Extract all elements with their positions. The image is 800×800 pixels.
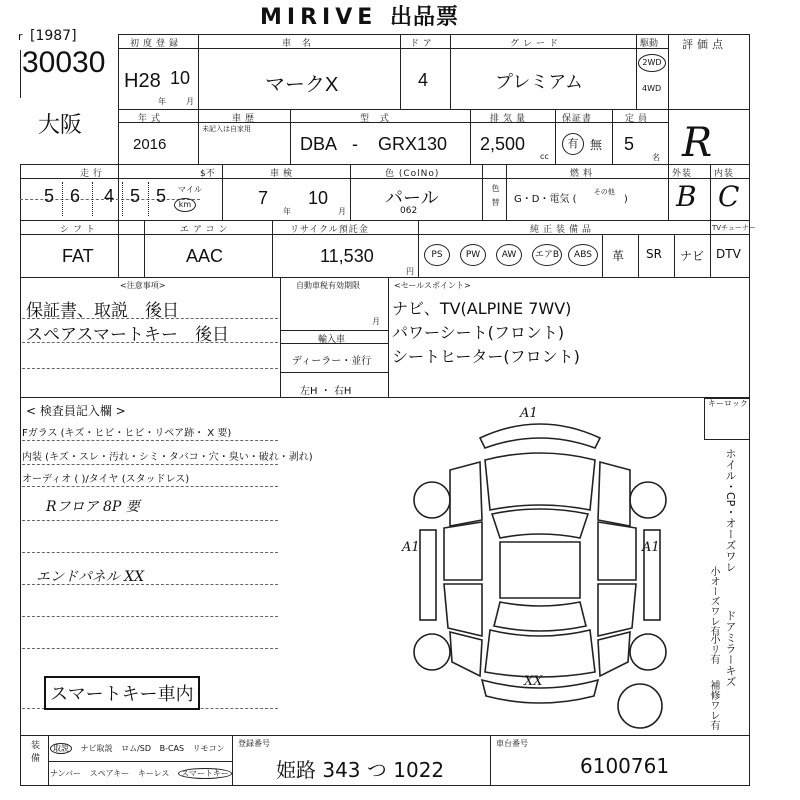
left-step [420,530,436,620]
recycle-value: 11,530 [320,246,374,266]
left-front-door [444,522,482,580]
footer-item: ナンバー [50,769,82,778]
side-text-2: ドアミラーキズ [724,610,737,687]
fuel-close: ) [623,194,628,205]
label-warranty: 保証書 [562,114,593,124]
door-count: 4 [418,70,429,90]
mileage-digit: 4 [104,186,115,206]
right-rear-fender [598,632,630,676]
mileage-digit: 5 [156,186,167,206]
label-grade: グレード [510,39,563,49]
interior-line: 内装 (キズ・スレ・汚れ・シミ・タバコ・穴・臭い・破れ・剥れ) [22,452,313,463]
type-dash: - [352,134,358,154]
color-number: 062 [400,206,418,216]
mark-left: A1 [402,540,420,555]
footer-item: リモコン [192,744,225,753]
mile-unit: マイル [178,185,202,194]
label-equipment: 純正装備品 [530,225,596,235]
document-title [260,0,459,31]
footer-item: ナビ取説 [80,744,113,753]
roof [500,542,580,598]
person-unit: 名 [652,153,660,162]
reg-month: 10 [170,68,191,88]
vehicle-tax-label: 自動車税有効期限 [296,281,360,290]
label-recycle: リサイクル預託金 [290,225,369,235]
title-suffix: 出品票 [389,5,459,30]
km-unit: km [174,198,196,212]
tax-month-unit: 月 [372,317,380,326]
equip-abs: ABS [568,244,598,266]
inspector-label: < 検査員記入欄 > [26,404,126,418]
history-note: 未記入は自家用 [202,125,251,133]
shift-value: FAT [62,246,94,266]
rear-left-wheel [414,634,450,670]
label-drive: 駆動 [640,39,659,49]
label-first-reg: 初度登録 [130,39,183,49]
footer-chassis-label: 車台番号 [496,739,528,748]
label-tuner: TVチューナー [712,224,756,232]
dealer-label: ディーラー・並行 [292,356,372,367]
mark-front: A1 [520,406,538,421]
location: 大阪 [38,113,83,138]
label-door: ドア [410,39,436,49]
label-capacity: 定員 [625,114,652,124]
ac-value: AAC [186,246,224,266]
footer-equip-label: 装備 [29,740,39,766]
side-small-1: 小オーズワレ有 [708,566,719,636]
windshield-line: Fガラス (キズ・ヒビ・ヒビ・リペア跡・ X 要) [22,428,232,439]
equip-dtv: DTV [716,247,741,261]
label-model-year: 年式 [138,114,165,124]
exterior-grade: B [676,180,697,213]
grade-name: プレミアム [495,72,584,92]
ref-number: [1987] [30,28,77,44]
label-mileage-note: $不 [200,169,215,179]
yen-unit: 円 [406,267,414,276]
label-rating: 評価点 [682,38,727,51]
front-left-wheel [414,482,450,518]
sales-line-3: シートヒーター(フロント) [392,347,580,366]
label-shift: シフト [60,225,100,235]
capacity: 5 [624,134,635,154]
mileage-digit: 6 [70,186,81,206]
equip-airbag: エアB [532,244,562,266]
drive-4wd: 4WD [642,84,662,93]
equip-ps: PS [424,244,450,266]
mark-right: A1 [642,540,660,555]
side-repair: 補修ワレ有 [708,680,719,730]
footer-item: 取説 [50,743,72,754]
inspection-month-unit: 月 [338,207,346,216]
rear-window [494,602,586,631]
label-interior: 内装 [714,169,735,179]
footer-item: ロム/SD [121,744,152,753]
inspector-note-3: スマートキー車内 [44,676,200,710]
right-front-door [598,522,636,580]
mileage-digit: 5 [44,186,55,206]
inspection-year-unit: 年 [283,207,291,216]
month-unit: 月 [186,97,194,106]
mileage-digit: 5 [130,186,141,206]
label-mileage: 走行 [80,169,107,179]
right-front-fender [598,462,630,526]
right-rear-door [598,584,636,636]
note-line-1: 保証書、取説 後日 [26,301,179,321]
label-inspection: 車検 [270,169,297,179]
fuel-options [514,190,628,205]
displacement: 2,500 [480,134,526,154]
left-front-fender [450,462,482,526]
ref-prefix: r [18,30,23,43]
handle-label: 左H ・ 右H [300,386,352,397]
label-fuel: 燃料 [570,169,597,179]
rating-value: R [682,120,713,166]
trunk [485,630,595,677]
key-lock-label: キーロック [708,399,748,408]
front-right-wheel [630,482,666,518]
plate-number: 姫路 343 つ 1022 [276,758,445,782]
footer-item: スマートキー [178,768,232,779]
car-name: マークX [265,74,339,96]
footer-item: スペアキー [89,769,130,778]
import-label: 輸入車 [318,335,346,345]
footer-row-2 [50,768,232,779]
equip-pw: PW [460,244,486,266]
sales-label: <セールスポイント> [394,281,471,290]
left-rear-fender [450,632,482,676]
footer-row-1 [50,743,225,754]
sales-line-2: パワーシート(フロント) [392,323,565,342]
notes-label: <注意事項> [120,281,166,290]
inspection-month: 10 [308,188,329,208]
cc-unit: cc [540,152,549,161]
chassis-number: 6100761 [580,754,670,778]
inspector-note-2: エンドパネル XX [36,569,145,585]
front-bumper [480,424,600,448]
mark-rear: XX [524,674,543,689]
note-line-2: スペアスマートキー 後日 [26,325,229,345]
color-name: パール [385,188,439,208]
fuel-other: その他 [593,188,615,196]
label-history: 車歴 [232,114,259,124]
side-text-1: ホイル・CP・オーズワレ [724,448,737,573]
label-exterior: 外装 [672,169,693,179]
era-year: H28 [124,70,161,92]
hood [485,453,595,510]
equip-aw: AW [496,244,522,266]
label-type: 型 式 [360,114,393,124]
left-rear-door [444,584,482,636]
label-ac: エアコン [180,225,232,235]
footer-plate-label: 登録番号 [238,739,270,748]
footer-item: B-CAS [159,744,185,753]
model-year: 2016 [133,136,167,153]
equip-leather: 革 [612,249,625,263]
label-color: 色 (ColNo) [385,169,440,179]
interior-grade: C [718,180,740,213]
sales-line-1: ナビ、TV(ALPINE 7WV) [392,299,572,318]
label-color-cell: 色替 [491,184,500,212]
rear-right-wheel [630,634,666,670]
inspection-year: 7 [258,188,269,208]
lot-number: 30030 [22,46,106,79]
warranty-yes: 有 [562,133,584,155]
side-small-2: 小リ有 [708,634,719,664]
spare-wheel [618,684,662,728]
warranty-no: 無 [590,138,603,152]
equip-sr: SR [646,247,662,261]
inspector-note-1: Rフロア 8P 要 [46,499,140,515]
audio-line: オーディオ ( )/タイヤ (スタッドレス) [22,474,190,485]
fuel-value: G・D・電気 ( [514,194,577,205]
year-unit: 年 [158,97,166,106]
label-car-name: 車 名 [282,39,315,49]
label-displacement: 排気量 [490,114,530,124]
type-prefix: DBA [300,134,338,154]
drive-2wd: 2WD [638,54,666,72]
footer-item: キーレス [137,769,170,778]
windshield [492,509,588,538]
brand-name: MIRIVE [260,5,378,30]
equip-navi: ナビ [680,249,705,263]
type-code: GRX130 [378,134,448,154]
